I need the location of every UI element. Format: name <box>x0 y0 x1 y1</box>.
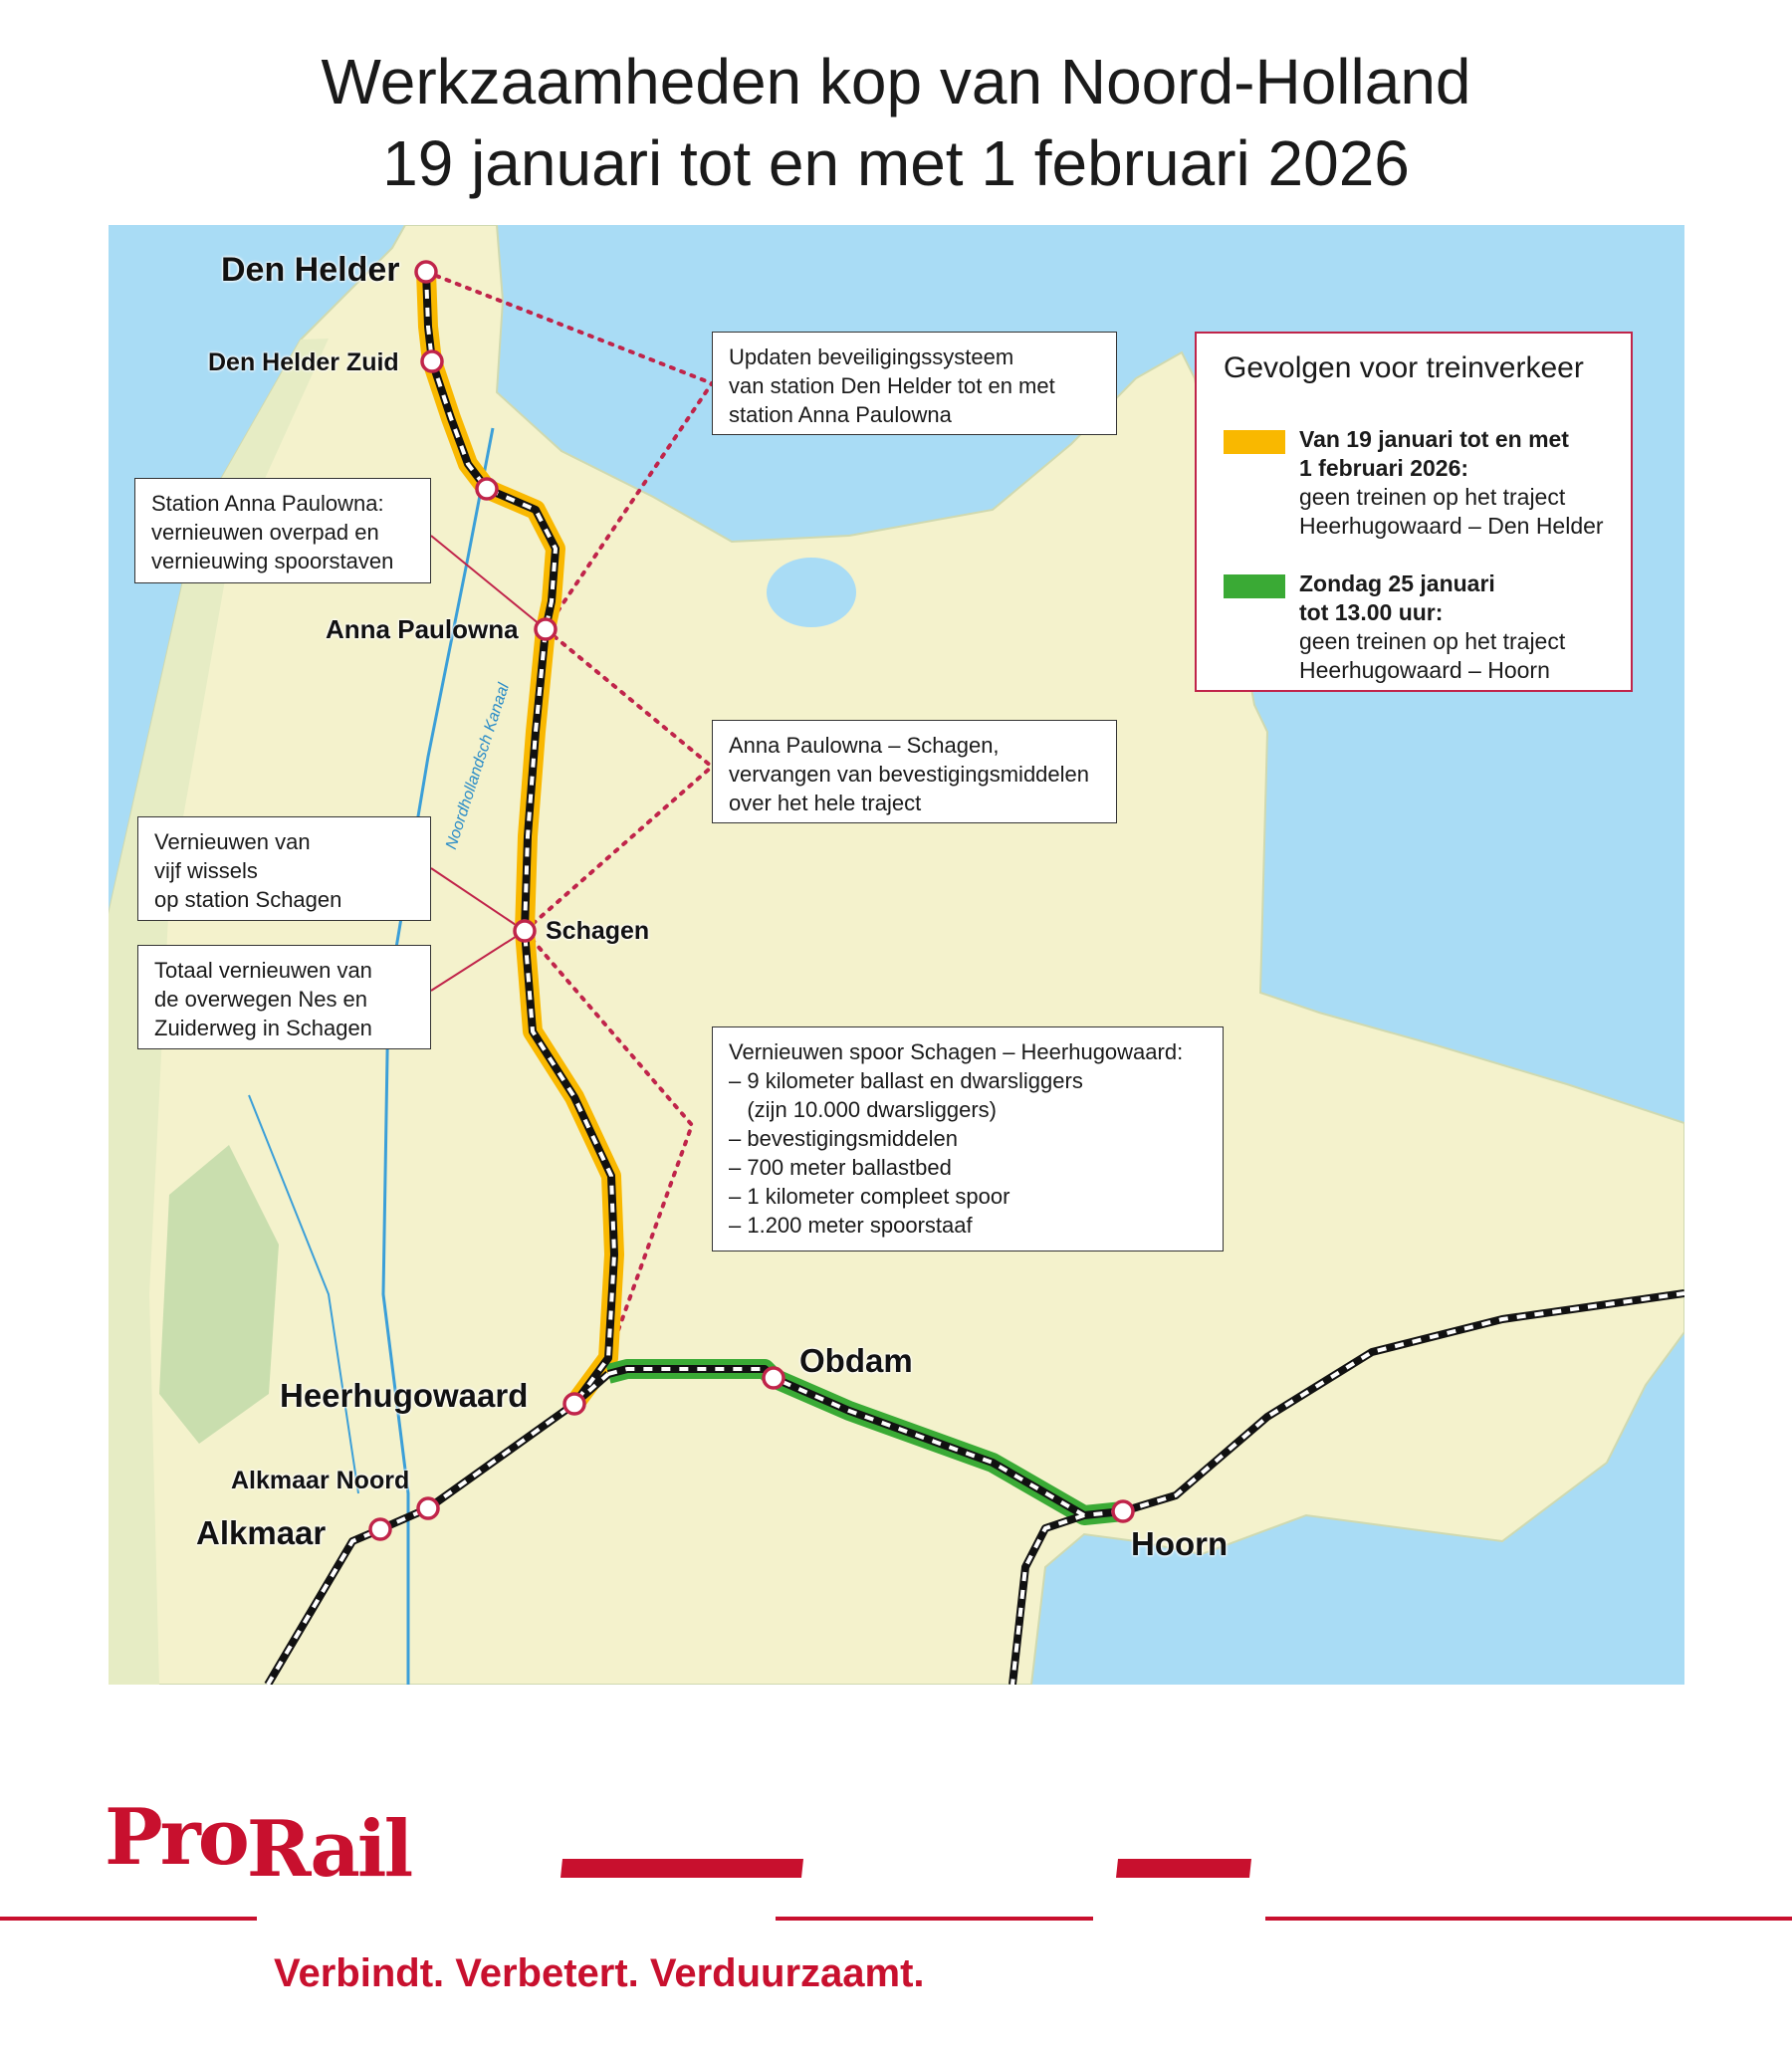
station-marker-heerhugowaard <box>564 1394 584 1414</box>
callout-line: station Anna Paulowna <box>729 402 952 427</box>
callout-line: van station Den Helder tot en met <box>729 373 1055 398</box>
legend-item-bold: Zondag 25 januari <box>1299 570 1495 596</box>
station-marker-den-helder-zuid <box>422 351 442 371</box>
station-marker-den-helder <box>416 262 436 282</box>
legend-swatch-green <box>1224 574 1285 598</box>
title-line-2: 19 januari tot en met 1 februari 2026 <box>382 127 1410 199</box>
footer-rule-1 <box>0 1917 257 1921</box>
callout-line: – 700 meter ballastbed <box>729 1155 952 1180</box>
station-label-obdam: Obdam <box>799 1342 913 1379</box>
station-label-alkmaar-noord: Alkmaar Noord <box>231 1467 410 1494</box>
legend-item-bold: Van 19 januari tot en met <box>1299 426 1569 452</box>
legend <box>1195 332 1633 692</box>
logo-pro: Pro <box>105 1792 247 1883</box>
callout-line: de overwegen Nes en <box>154 987 368 1012</box>
legend-item-text: Heerhugowaard – Den Helder <box>1299 513 1604 539</box>
callout-line: Vernieuwen spoor Schagen – Heerhugowaard: <box>729 1039 1184 1064</box>
callout-line: – 1 kilometer compleet spoor <box>729 1184 1010 1209</box>
station-label-den-helder-zuid: Den Helder Zuid <box>208 348 399 376</box>
lake-amstelmeer <box>767 558 856 627</box>
legend-item-text: geen treinen op het traject <box>1299 484 1566 510</box>
station-marker-obdam <box>764 1368 784 1388</box>
legend-swatch-yellow <box>1224 430 1285 454</box>
legend-item-2 <box>1299 569 1565 685</box>
callout-line: Vernieuwen van <box>154 829 311 854</box>
callout-line: Updaten beveiligingssysteem <box>729 344 1014 369</box>
legend-item-bold: 1 februari 2026: <box>1299 455 1469 481</box>
callout-line: Zuiderweg in Schagen <box>154 1016 372 1040</box>
station-label-hoorn: Hoorn <box>1131 1525 1229 1562</box>
station-label-anna-paulowna: Anna Paulowna <box>326 614 519 644</box>
station-marker-den-helder-zuid-2 <box>477 479 497 499</box>
logo-rail: Rail <box>246 1804 411 1895</box>
callout-ap-schagen <box>712 720 1117 823</box>
callout-line: over het hele traject <box>729 791 922 815</box>
callout-line: (zijn 10.000 dwarsliggers) <box>729 1097 998 1122</box>
station-marker-hoorn <box>1113 1501 1133 1521</box>
callout-line: – bevestigingsmiddelen <box>729 1126 958 1151</box>
legend-item-text: geen treinen op het traject <box>1299 628 1566 654</box>
station-label-alkmaar: Alkmaar <box>196 1514 327 1551</box>
callout-line: – 9 kilometer ballast en dwarsliggers <box>729 1068 1083 1093</box>
prorail-logo <box>105 1792 411 1895</box>
callout-line: op station Schagen <box>154 887 342 912</box>
callout-line: vernieuwen overpad en <box>151 520 379 545</box>
station-label-schagen: Schagen <box>546 917 650 945</box>
station-label-den-helder: Den Helder <box>221 251 400 289</box>
logo-dash-2 <box>1116 1859 1251 1878</box>
callout-line: – 1.200 meter spoorstaaf <box>729 1213 973 1238</box>
station-marker-schagen <box>515 921 535 941</box>
callout-line: vijf wissels <box>154 858 258 883</box>
callout-line: vernieuwing spoorstaven <box>151 549 394 573</box>
station-marker-alkmaar <box>370 1519 390 1539</box>
callout-line: Anna Paulowna – Schagen, <box>729 733 1000 758</box>
legend-title: Gevolgen voor treinverkeer <box>1224 351 1584 384</box>
legend-item-text: Heerhugowaard – Hoorn <box>1299 657 1550 683</box>
station-label-heerhugowaard: Heerhugowaard <box>280 1377 529 1414</box>
callout-anna-paulowna <box>134 478 431 583</box>
logo-dash-1 <box>560 1859 803 1878</box>
station-marker-anna-paulowna <box>536 619 556 639</box>
callout-den-helder <box>712 332 1117 435</box>
callout-line: Station Anna Paulowna: <box>151 491 384 516</box>
footer-rule-3 <box>1265 1917 1792 1921</box>
callout-overwegen <box>137 945 431 1049</box>
station-marker-alkmaar-noord <box>418 1498 438 1518</box>
legend-item-1 <box>1299 425 1604 541</box>
canal-label: Noordhollandsch Kanaal <box>443 681 514 852</box>
tagline: Verbindt. Verbetert. Verduurzaamt. <box>274 1951 925 1995</box>
title-line-1: Werkzaamheden kop van Noord-Holland <box>321 46 1471 117</box>
callout-wissels <box>137 816 431 921</box>
callout-line: vervangen van bevestigingsmiddelen <box>729 762 1090 787</box>
callout-line: Totaal vernieuwen van <box>154 958 372 983</box>
footer-rule-2 <box>776 1917 1093 1921</box>
callout-spoor <box>712 1026 1224 1252</box>
legend-item-bold: tot 13.00 uur: <box>1299 599 1444 625</box>
